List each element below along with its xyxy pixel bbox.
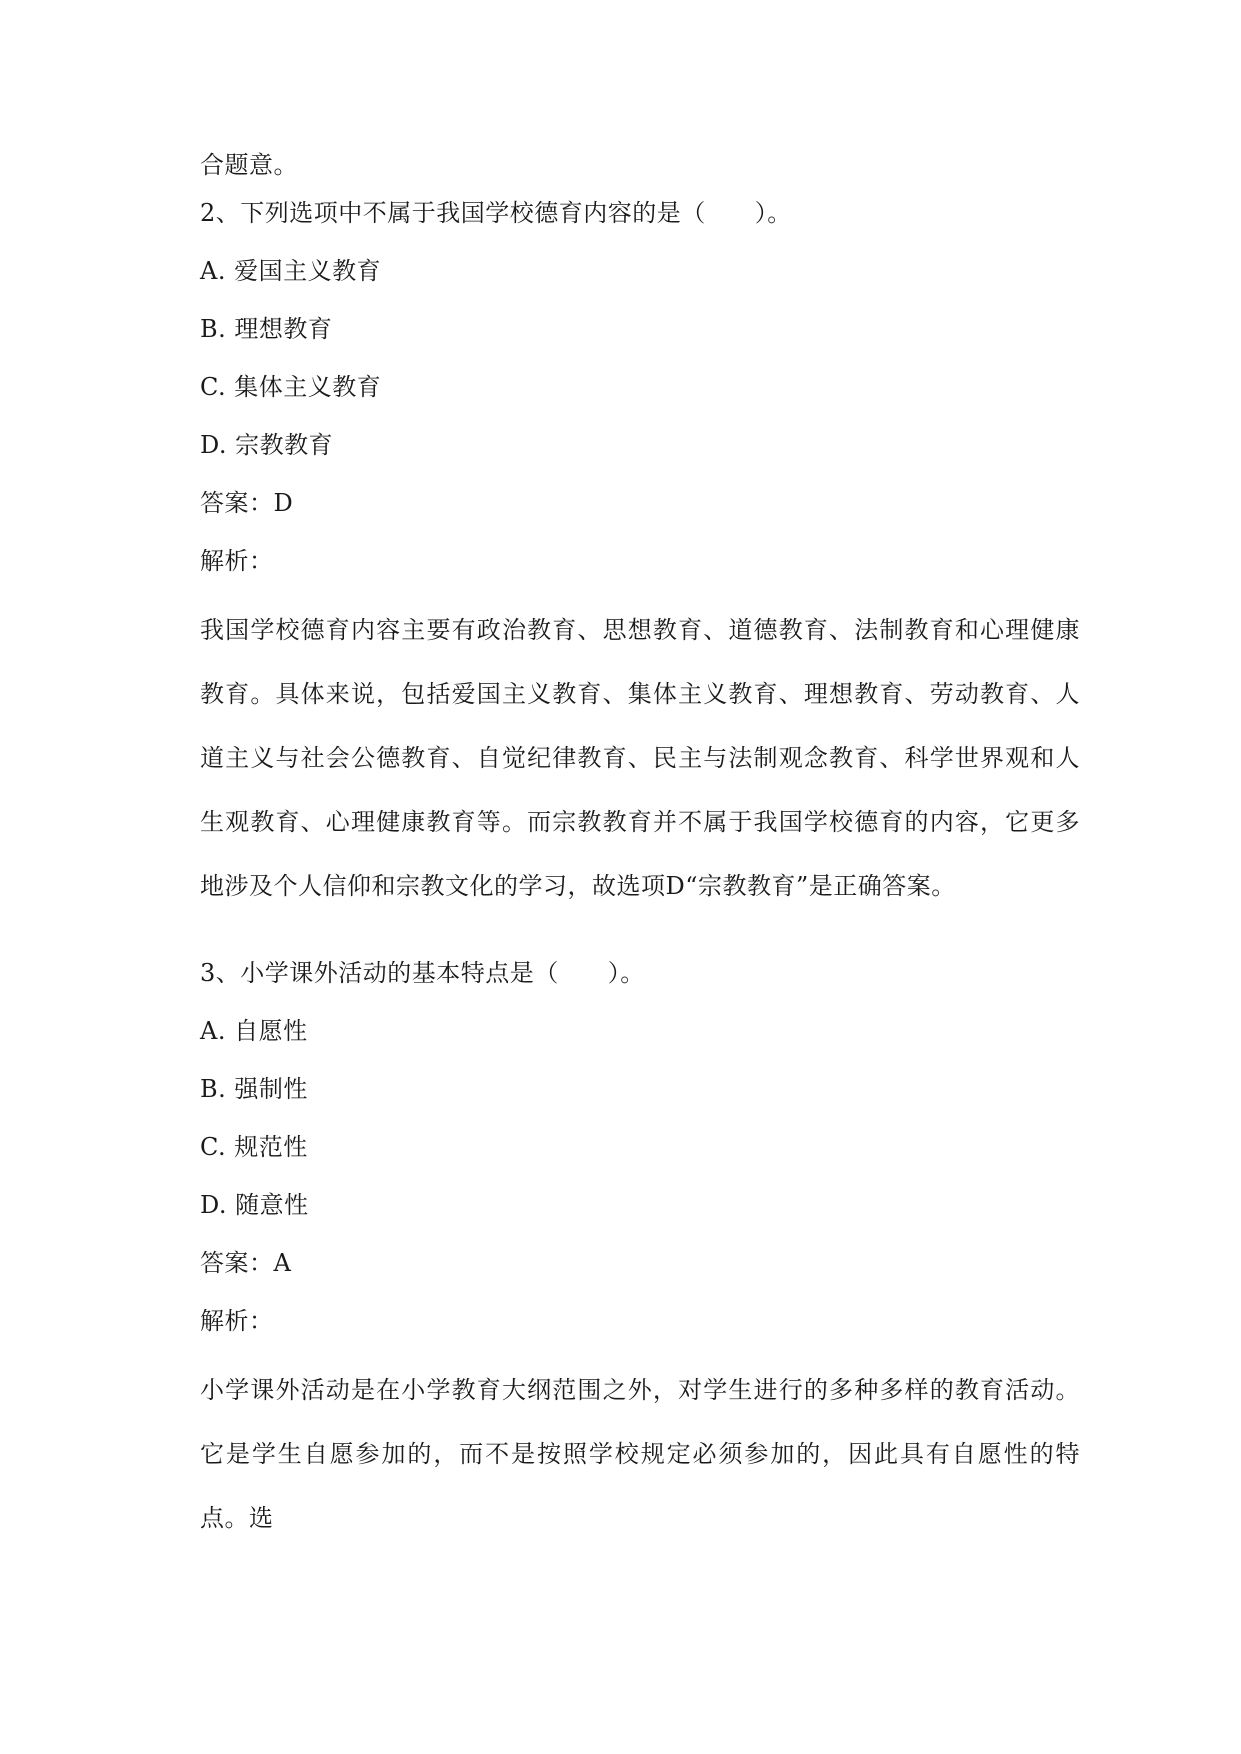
question-2-option-a: A. 爱国主义教育: [200, 257, 382, 285]
question-3-stem: 3、小学课外活动的基本特点是（ ）。: [200, 959, 645, 987]
question-3-option-b: B. 强制性: [200, 1075, 308, 1103]
question-2-analysis: 我国学校德育内容主要有政治教育、思想教育、道德教育、法制教育和心理健康教育。具体来说，包括爱国主义教育、集体主义教育、理想教育、劳动教育、人道主义与社会公德教育、自觉纪律教育、民主与法制观念教育、科学世界观和人生观教育、心理健康教育等。而宗教教育并不属于我国学校德育的内容，它更多地涉及个人信仰和宗教文化的学习，故选项D“宗教教育”是正确答案。: [200, 616, 1080, 900]
question-3-option-a: A. 自愿性: [200, 1017, 308, 1045]
question-3-analysis: 小学课外活动是在小学教育大纲范围之外，对学生进行的多种多样的教育活动。它是学生自愿参加的，而不是按照学校规定必须参加的，因此具有自愿性的特点。选: [200, 1376, 1080, 1532]
question-3-analysis-label: 解析：: [200, 1307, 274, 1335]
fragment-text: 合题意。: [200, 151, 298, 179]
question-3-answer: 答案：A: [200, 1249, 292, 1277]
question-2-option-d: D. 宗教教育: [200, 431, 334, 459]
question-2-option-c: C. 集体主义教育: [200, 373, 382, 401]
question-2-answer: 答案：D: [200, 489, 294, 517]
question-2-analysis-label: 解析：: [200, 547, 274, 575]
question-3-option-d: D. 随意性: [200, 1191, 309, 1219]
question-2-stem: 2、下列选项中不属于我国学校德育内容的是（ ）。: [200, 199, 792, 227]
question-2-option-b: B. 理想教育: [200, 315, 333, 343]
question-3-option-c: C. 规范性: [200, 1133, 308, 1161]
